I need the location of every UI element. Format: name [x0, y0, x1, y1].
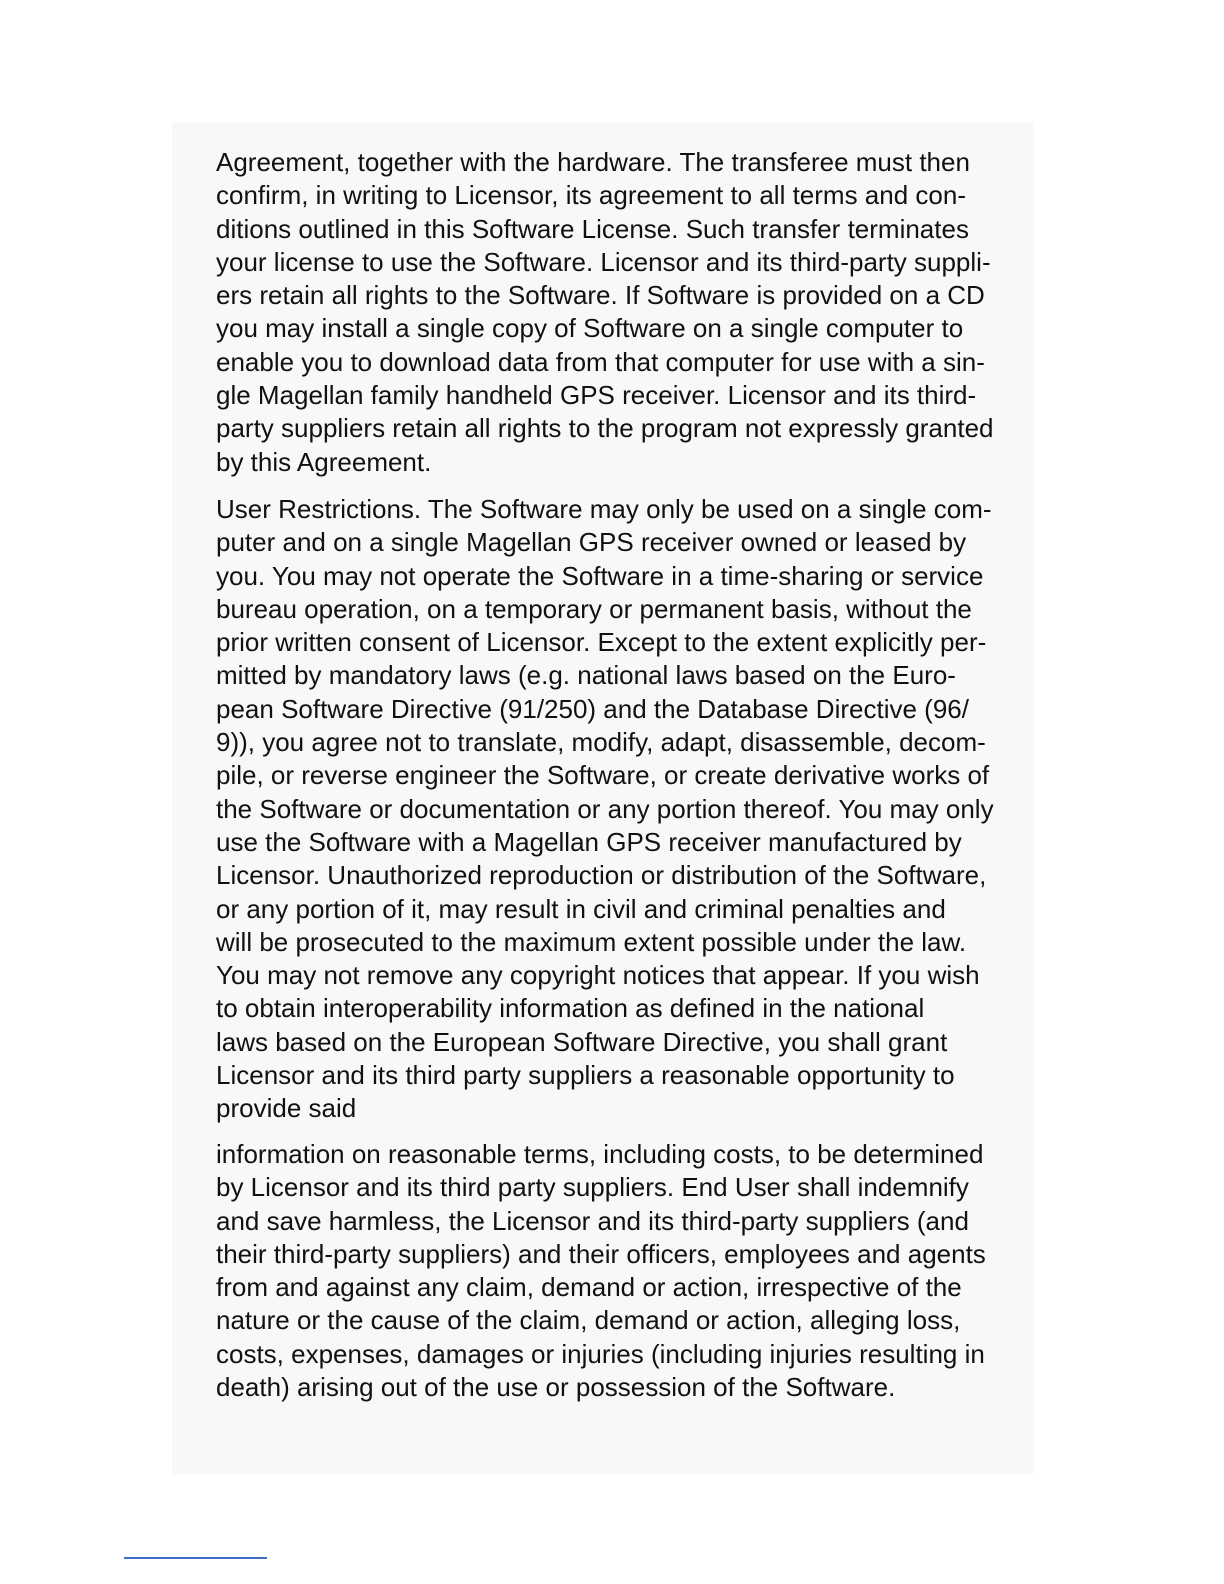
text-line: death) arising out of the use or possession of the Software.	[216, 1372, 896, 1403]
text-line: prior written consent of Licensor. Except to the extent explicitly per-	[216, 627, 987, 658]
text-line: laws based on the European Software Directive, you shall grant	[216, 1026, 948, 1057]
text-line: 9)), you agree not to translate, modify, adapt, disassemble, decom-	[216, 727, 986, 758]
text-line: mitted by mandatory laws (e.g. national laws based on the Euro-	[216, 660, 956, 691]
text-line: or any portion of it, may result in civil and criminal penalties and	[216, 893, 946, 924]
paragraph-indemnification	[216, 1138, 1016, 1404]
text-line: Licensor and its third party suppliers a reasonable opportunity to	[216, 1060, 955, 1091]
text-line: puter and on a single Magellan GPS receiver owned or leased by	[216, 527, 967, 558]
text-line: nature or the cause of the claim, demand or action, alleging loss,	[216, 1305, 961, 1336]
text-line: confirm, in writing to Licensor, its agreement to all terms and con-	[216, 180, 966, 211]
text-line: the Software or documentation or any portion thereof. You may only	[216, 793, 994, 824]
footnote-separator-line	[124, 1557, 267, 1559]
text-line: will be prosecuted to the maximum extent possible under the law.	[216, 926, 967, 957]
text-line: you may install a single copy of Software on a single computer to	[216, 313, 964, 344]
text-line: from and against any claim, demand or action, irrespective of the	[216, 1272, 962, 1303]
text-line: to obtain interoperability information as defined in the national	[216, 993, 925, 1024]
text-line: and save harmless, the Licensor and its third-party suppliers (and	[216, 1205, 969, 1236]
text-line: by this Agreement.	[216, 446, 432, 477]
text-line: by Licensor and its third party suppliers. End User shall indemnify	[216, 1172, 969, 1203]
text-line: provide said	[216, 1093, 357, 1124]
text-line: information on reasonable terms, including costs, to be determined	[216, 1139, 984, 1169]
text-line: User Restrictions. The Software may only be used on a single com-	[216, 494, 992, 524]
text-line: You may not remove any copyright notices that appear. If you wish	[216, 960, 980, 991]
text-line: you. You may not operate the Software in a time-sharing or service	[216, 560, 984, 591]
text-line: Agreement, together with the hardware. The transferee must then	[216, 147, 970, 177]
text-line: party suppliers retain all rights to the program not expressly granted	[216, 413, 994, 444]
text-line: use the Software with a Magellan GPS receiver manufactured by	[216, 826, 962, 857]
text-line: pile, or reverse engineer the Software, or create derivative works of	[216, 760, 990, 791]
paragraph-license-transfer	[216, 146, 1016, 479]
text-line: ditions outlined in this Software License. Such transfer terminates	[216, 213, 969, 244]
text-line: costs, expenses, damages or injuries (including injuries resulting in	[216, 1338, 985, 1369]
text-line: their third-party suppliers) and their officers, employees and agents	[216, 1238, 986, 1269]
paragraph-user-restrictions	[216, 493, 1016, 1126]
text-line: enable you to download data from that computer for use with a sin-	[216, 346, 985, 377]
text-line: ers retain all rights to the Software. If Software is provided on a CD	[216, 280, 985, 311]
text-line: pean Software Directive (91/250) and the Database Directive (96/	[216, 693, 969, 724]
text-line: bureau operation, on a temporary or permanent basis, without the	[216, 593, 972, 624]
text-line: gle Magellan family handheld GPS receiver. Licensor and its third-	[216, 380, 977, 411]
text-line: your license to use the Software. Licensor and its third-party suppli-	[216, 246, 991, 277]
text-line: Licensor. Unauthorized reproduction or distribution of the Software,	[216, 860, 987, 891]
